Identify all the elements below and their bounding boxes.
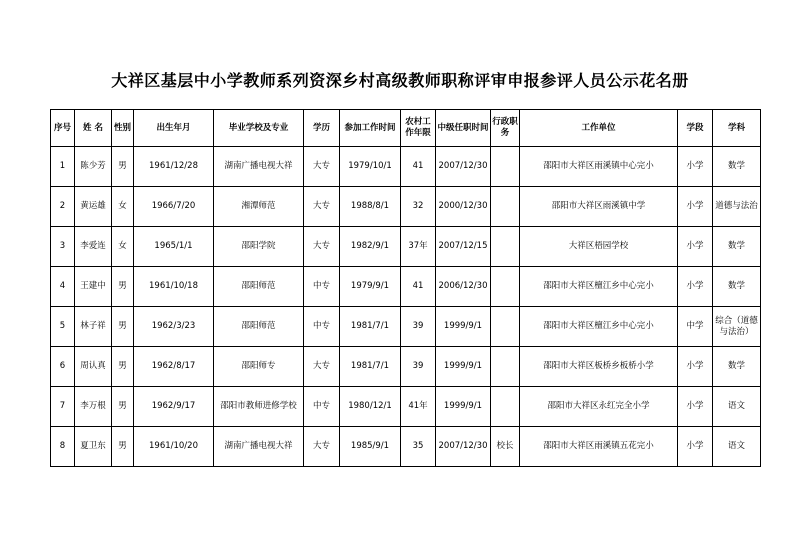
cell-rural-years: 41 xyxy=(401,147,436,187)
cell-work-start: 1982/9/1 xyxy=(340,227,401,267)
cell-gender: 男 xyxy=(112,387,134,427)
cell-unit: 大祥区梧园学校 xyxy=(520,227,678,267)
cell-level: 小学 xyxy=(678,427,713,467)
cell-school: 邵阳学院 xyxy=(214,227,304,267)
cell-level: 小学 xyxy=(678,267,713,307)
cell-school: 湖南广播电视大祥 xyxy=(214,147,304,187)
cell-title-date: 2007/12/15 xyxy=(436,227,491,267)
header-unit: 工作单位 xyxy=(520,110,678,147)
cell-work-start: 1979/9/1 xyxy=(340,267,401,307)
cell-unit: 邵阳市大祥区永红完全小学 xyxy=(520,387,678,427)
cell-school: 邵阳师范 xyxy=(214,267,304,307)
cell-work-start: 1988/8/1 xyxy=(340,187,401,227)
cell-name: 王建中 xyxy=(75,267,112,307)
header-rural-years: 农村工作年限 xyxy=(401,110,436,147)
cell-admin-post xyxy=(491,187,520,227)
cell-school: 邵阳市教师进修学校 xyxy=(214,387,304,427)
cell-index: 7 xyxy=(51,387,75,427)
cell-birth: 1962/9/17 xyxy=(134,387,214,427)
cell-education: 大专 xyxy=(304,147,340,187)
cell-birth: 1962/3/23 xyxy=(134,307,214,347)
cell-admin-post xyxy=(491,267,520,307)
cell-education: 中专 xyxy=(304,307,340,347)
cell-name: 周认真 xyxy=(75,347,112,387)
cell-level: 中学 xyxy=(678,307,713,347)
cell-work-start: 1981/7/1 xyxy=(340,347,401,387)
cell-level: 小学 xyxy=(678,227,713,267)
cell-birth: 1961/10/20 xyxy=(134,427,214,467)
cell-index: 8 xyxy=(51,427,75,467)
roster-body xyxy=(51,147,761,467)
cell-index: 3 xyxy=(51,227,75,267)
cell-birth: 1965/1/1 xyxy=(134,227,214,267)
table-row xyxy=(51,227,761,267)
cell-subject: 数学 xyxy=(713,227,761,267)
cell-unit: 邵阳市大祥区雨溪镇中学 xyxy=(520,187,678,227)
cell-title-date: 2007/12/30 xyxy=(436,147,491,187)
cell-title-date: 1999/9/1 xyxy=(436,347,491,387)
cell-subject: 数学 xyxy=(713,267,761,307)
cell-admin-post xyxy=(491,227,520,267)
cell-index: 2 xyxy=(51,187,75,227)
cell-birth: 1962/8/17 xyxy=(134,347,214,387)
cell-unit: 邵阳市大祥区板桥乡板桥小学 xyxy=(520,347,678,387)
header-admin-post: 行政职务 xyxy=(491,110,520,147)
cell-name: 李万根 xyxy=(75,387,112,427)
cell-name: 黄运雄 xyxy=(75,187,112,227)
header-gender: 性别 xyxy=(112,110,134,147)
cell-name: 李爱连 xyxy=(75,227,112,267)
cell-admin-post xyxy=(491,347,520,387)
cell-gender: 女 xyxy=(112,227,134,267)
cell-rural-years: 32 xyxy=(401,187,436,227)
cell-education: 中专 xyxy=(304,267,340,307)
cell-index: 5 xyxy=(51,307,75,347)
cell-gender: 男 xyxy=(112,147,134,187)
cell-education: 大专 xyxy=(304,347,340,387)
header-birth: 出生年月 xyxy=(134,110,214,147)
cell-admin-post xyxy=(491,387,520,427)
header-school: 毕业学校及专业 xyxy=(214,110,304,147)
table-row xyxy=(51,427,761,467)
cell-unit: 邵阳市大祥区檀江乡中心完小 xyxy=(520,307,678,347)
cell-subject: 道德与法治 xyxy=(713,187,761,227)
cell-admin-post xyxy=(491,307,520,347)
header-row xyxy=(51,110,761,147)
cell-unit: 邵阳市大祥区檀江乡中心完小 xyxy=(520,267,678,307)
roster-table xyxy=(50,109,761,467)
cell-work-start: 1981/7/1 xyxy=(340,307,401,347)
table-row xyxy=(51,347,761,387)
cell-name: 陈少芳 xyxy=(75,147,112,187)
cell-subject: 数学 xyxy=(713,347,761,387)
header-level: 学段 xyxy=(678,110,713,147)
cell-rural-years: 41年 xyxy=(401,387,436,427)
cell-subject: 数学 xyxy=(713,147,761,187)
table-row xyxy=(51,187,761,227)
cell-education: 中专 xyxy=(304,387,340,427)
cell-index: 1 xyxy=(51,147,75,187)
cell-level: 小学 xyxy=(678,387,713,427)
cell-gender: 男 xyxy=(112,307,134,347)
cell-title-date: 2007/12/30 xyxy=(436,427,491,467)
cell-subject: 综合（道德与法治） xyxy=(713,307,761,347)
cell-rural-years: 35 xyxy=(401,427,436,467)
cell-index: 4 xyxy=(51,267,75,307)
cell-gender: 男 xyxy=(112,427,134,467)
cell-level: 小学 xyxy=(678,347,713,387)
table-row xyxy=(51,147,761,187)
cell-rural-years: 41 xyxy=(401,267,436,307)
cell-birth: 1966/7/20 xyxy=(134,187,214,227)
cell-school: 邵阳师专 xyxy=(214,347,304,387)
cell-rural-years: 39 xyxy=(401,347,436,387)
table-row xyxy=(51,387,761,427)
cell-title-date: 2000/12/30 xyxy=(436,187,491,227)
cell-name: 夏卫东 xyxy=(75,427,112,467)
table-row xyxy=(51,267,761,307)
cell-unit: 邵阳市大祥区雨溪镇五花完小 xyxy=(520,427,678,467)
cell-subject: 语文 xyxy=(713,427,761,467)
cell-index: 6 xyxy=(51,347,75,387)
cell-level: 小学 xyxy=(678,147,713,187)
cell-work-start: 1980/12/1 xyxy=(340,387,401,427)
cell-unit: 邵阳市大祥区雨溪镇中心完小 xyxy=(520,147,678,187)
cell-level: 小学 xyxy=(678,187,713,227)
cell-gender: 女 xyxy=(112,187,134,227)
cell-title-date: 2006/12/30 xyxy=(436,267,491,307)
cell-school: 湖南广播电视大祥 xyxy=(214,427,304,467)
cell-rural-years: 37年 xyxy=(401,227,436,267)
cell-birth: 1961/10/18 xyxy=(134,267,214,307)
cell-name: 林子祥 xyxy=(75,307,112,347)
header-work-start: 参加工作时间 xyxy=(340,110,401,147)
header-index: 序号 xyxy=(51,110,75,147)
cell-rural-years: 39 xyxy=(401,307,436,347)
table-row xyxy=(51,307,761,347)
header-name: 姓 名 xyxy=(75,110,112,147)
cell-gender: 男 xyxy=(112,347,134,387)
header-education: 学历 xyxy=(304,110,340,147)
cell-education: 大专 xyxy=(304,427,340,467)
cell-education: 大专 xyxy=(304,187,340,227)
cell-work-start: 1985/9/1 xyxy=(340,427,401,467)
cell-gender: 男 xyxy=(112,267,134,307)
cell-title-date: 1999/9/1 xyxy=(436,387,491,427)
cell-school: 湘潭师范 xyxy=(214,187,304,227)
cell-title-date: 1999/9/1 xyxy=(436,307,491,347)
cell-admin-post xyxy=(491,147,520,187)
cell-school: 邵阳师范 xyxy=(214,307,304,347)
header-subject: 学科 xyxy=(713,110,761,147)
cell-admin-post: 校长 xyxy=(491,427,520,467)
cell-subject: 语文 xyxy=(713,387,761,427)
cell-work-start: 1979/10/1 xyxy=(340,147,401,187)
cell-birth: 1961/12/28 xyxy=(134,147,214,187)
document-title: 大祥区基层中小学教师系列资深乡村高级教师职称评审申报参评人员公示花名册 xyxy=(111,71,689,90)
cell-education: 大专 xyxy=(304,227,340,267)
header-title-date: 中级任职时间 xyxy=(436,110,491,147)
